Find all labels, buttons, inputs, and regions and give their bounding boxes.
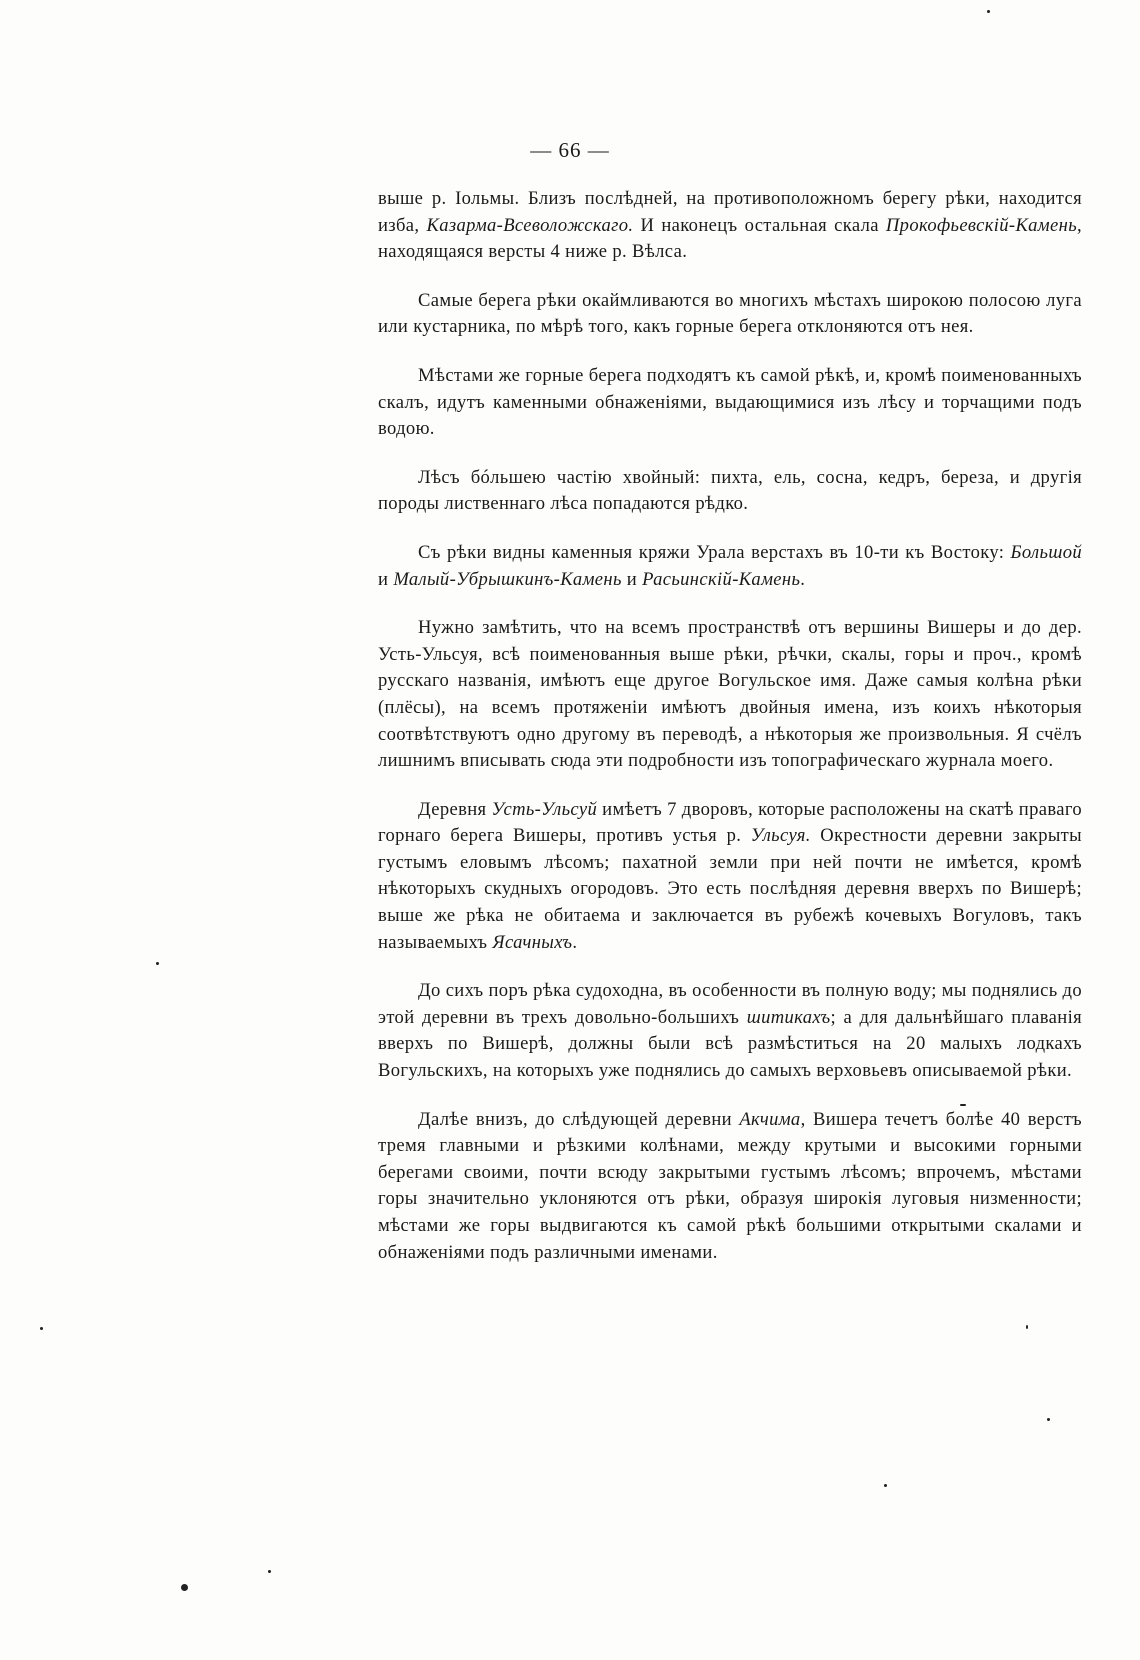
italic-text: Акчима [739, 1108, 801, 1130]
text-run: Лѣсъ бóльшею частію хвойный: пихта, ель, сосна, кедръ, береза, и другія породы лиственнаго лѣса попадаются рѣдко. [378, 466, 1082, 515]
text-run: И наконецъ остальная скала [633, 214, 886, 236]
italic-text: Прокофьевскій-Камень [885, 214, 1078, 236]
scan-speck [960, 1104, 966, 1106]
scan-speck [181, 1584, 188, 1591]
paragraph [378, 540, 1082, 593]
italic-text: Малый-Убрышкинъ-Камень [393, 568, 622, 590]
text-run: . [572, 931, 578, 953]
italic-text: Казарма-Всеволожскаго. [426, 214, 634, 236]
text-run: имѣетъ 7 дворовъ, которые расположены на скатѣ праваго горнаго берега Вишеры, противъ устья р. [378, 798, 1082, 847]
scan-speck [156, 962, 159, 965]
paragraph [378, 615, 1082, 775]
text-run: , находящаяся версты 4 ниже р. Вѣлса. [378, 214, 1083, 263]
text-run: , Вишера течетъ болѣе 40 верстъ тремя главными и рѣзкими колѣнами, между крутыми и высокими горными берегами своими, почти всюду закрытыми густымъ лѣсомъ; впрочемъ, мѣстами горы значительно уклоняются отъ рѣки, образуя широкія луговыя низменности; мѣстами же горы выдвигаются къ самой рѣкѣ большими открытыми скалами и обнаженіями подъ различными именами. [378, 1108, 1083, 1263]
italic-text: Большой [1010, 541, 1082, 563]
text-run: Окрестности деревни закрыты густымъ еловымъ лѣсомъ; пахатной земли при ней почти не имѣется, кромѣ нѣкоторыхъ скудныхъ огородовъ. Это есть послѣдняя деревня вверхъ по Вишерѣ; выше же рѣка не обитаема и заключается въ рубежѣ кочевыхъ Вогуловъ, такъ называемыхъ [378, 825, 1083, 953]
paragraph [378, 288, 1082, 341]
paragraph [378, 465, 1082, 518]
text-run: ; а для дальнѣйшаго плаванія вверхъ по Вишерѣ, должны были всѣ размѣститься на 20 малыхъ лодкахъ Вогульскихъ, на которыхъ уже поднялись до самыхъ верховьевъ описываемой рѣки. [378, 1006, 1082, 1082]
scan-speck [40, 1327, 43, 1330]
text-run: и [378, 568, 394, 590]
text-run: Мѣстами же горные берега подходятъ къ самой рѣкѣ, и, кромѣ поименованныхъ скалъ, идутъ каменными обнаженіями, выдающимися изъ лѣсу и торчащими подъ водою. [378, 364, 1082, 440]
scan-speck [1047, 1418, 1050, 1421]
paragraph [378, 797, 1082, 957]
scan-speck [268, 1570, 271, 1573]
text-run: . [800, 568, 806, 590]
paragraph [378, 1107, 1082, 1267]
italic-text: Усть-Ульсуй [491, 798, 598, 820]
text-run: До сихъ поръ рѣка судоходна, въ особенности въ полную воду; мы поднялись до этой деревни въ трехъ довольно-большихъ [378, 980, 1082, 1028]
italic-text: Расьинскій-Камень [642, 568, 801, 590]
italic-text: Ульсуя. [750, 825, 811, 847]
scan-speck [1026, 1325, 1028, 1329]
text-run: и [621, 568, 643, 590]
italic-text: Ясачныхъ [492, 931, 573, 953]
scan-speck [987, 10, 990, 13]
paragraph [378, 978, 1082, 1084]
page-number: — 66 — [530, 138, 610, 162]
italic-text: шитикахъ [746, 1006, 831, 1028]
paragraph [378, 363, 1082, 443]
text-run: Самые берега рѣки окаймливаются во многихъ мѣстахъ широкою полосою луга или кустарника, по мѣрѣ того, какъ горные берега отклоняются отъ нея. [378, 289, 1082, 338]
text-run: выше р. Іольмы. Близъ послѣдней, на противоположномъ берегу рѣки, находится изба, [378, 188, 1082, 236]
text-run: Деревня [418, 798, 492, 820]
text-run: Съ рѣки видны каменныя кряжи Урала верстахъ въ 10-ти къ Востоку: [418, 541, 1011, 563]
text-run: Нужно замѣтить, что на всемъ пространствѣ отъ вершины Вишеры и до дер. Усть-Ульсуя, всѣ поименованныя выше рѣки, рѣчки, скалы, горы и проч., кромѣ русскаго названія, имѣютъ еще другое Вогульское имя. Даже самыя колѣна рѣки (плёсы), на всемъ протяженіи имѣютъ двойныя имена, изъ коихъ нѣкоторыя соотвѣтствуютъ одно другому въ переводѣ, а нѣкоторыя же произвольныя. Я счёлъ лишнимъ вписывать сюда эти подробности изъ топографическаго журнала моего. [378, 617, 1082, 772]
scan-speck [884, 1484, 887, 1487]
paragraph [378, 186, 1082, 266]
text-run: Далѣе внизъ, до слѣдующей деревни [418, 1108, 740, 1130]
body-text [378, 186, 1082, 1288]
